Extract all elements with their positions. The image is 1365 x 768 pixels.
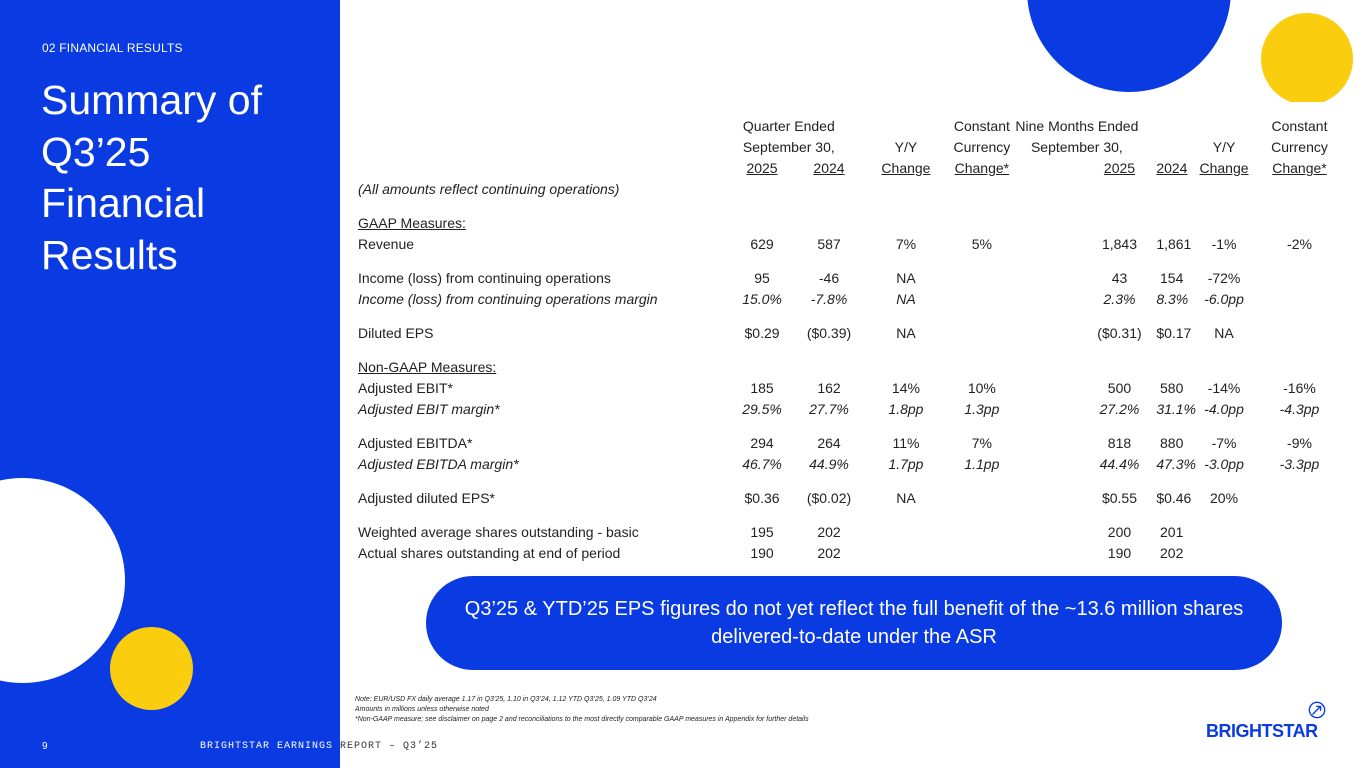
cell-q25: 185 <box>750 380 774 396</box>
cell-ncc: -16% <box>1283 380 1316 396</box>
quarter-header-line2: September 30, <box>742 139 835 155</box>
eps-callout-banner <box>426 576 1282 670</box>
table-row <box>358 399 1338 420</box>
cell-qyy <box>861 522 951 543</box>
cell-qyy: 14% <box>891 380 920 396</box>
cell-qyy: 1.8pp <box>888 401 924 417</box>
cell-n25: 190 <box>1107 545 1132 561</box>
cell-nyy: 20% <box>1210 490 1239 506</box>
decorative-blue-circle <box>1027 0 1231 92</box>
cc-header-line1-q: Constant <box>953 118 1010 134</box>
cell-q25: 95 <box>754 270 770 286</box>
cc-header-line2-q: Currency <box>953 139 1011 155</box>
table-row <box>358 488 1338 509</box>
cell-ncc <box>1261 289 1338 310</box>
cell-n24: 8.3% <box>1156 291 1189 307</box>
nine-months-header-line1: Nine Months Ended <box>1015 118 1139 134</box>
continuing-ops-note: (All amounts reflect continuing operations) <box>358 181 620 197</box>
cell-q24: 202 <box>817 524 841 540</box>
cell-q24: ($0.39) <box>806 325 852 341</box>
row-label: Income (loss) from continuing operations margin <box>358 291 658 307</box>
cell-q25: $0.36 <box>744 490 780 506</box>
table-row <box>358 378 1338 399</box>
cell-qyy: NA <box>896 490 916 506</box>
cell-ncc <box>1261 488 1338 509</box>
year-2025-header-q: 2025 <box>746 160 778 176</box>
cell-nyy: -7% <box>1211 435 1237 451</box>
cell-nyy <box>1187 522 1261 543</box>
quarter-header-line1: Quarter Ended <box>742 118 835 134</box>
cell-nyy: -14% <box>1207 380 1241 396</box>
page-number: 9 <box>42 741 48 752</box>
cell-qcc <box>951 543 1013 564</box>
cell-q25: 294 <box>750 435 774 451</box>
cell-n25: 500 <box>1107 380 1132 396</box>
footnote-units: Amounts in millions unless otherwise noted <box>355 706 489 713</box>
cell-nyy: -6.0pp <box>1204 291 1244 307</box>
cell-q24: 162 <box>817 380 841 396</box>
sidebar <box>0 0 340 768</box>
cell-q25: 46.7% <box>742 456 782 472</box>
yy-header-line2-q: Change <box>881 160 931 176</box>
cc-header-line1-n: Constant <box>1271 118 1328 134</box>
financial-summary-table <box>358 116 1338 564</box>
nine-months-header-line2: September 30, <box>1030 139 1123 155</box>
cell-q24: -7.8% <box>810 291 848 307</box>
decorative-white-circle <box>0 478 125 683</box>
cc-header-line3-q: Change* <box>954 160 1010 176</box>
cell-q25: $0.29 <box>744 325 780 341</box>
gaap-section-heading: GAAP Measures: <box>358 215 466 231</box>
footer-text-part-a: BRIGHTSTAR EARNINGS <box>200 741 341 752</box>
cell-n25: 2.3% <box>1103 291 1136 307</box>
row-label: Adjusted EBITDA* <box>358 435 473 451</box>
row-label: Adjusted diluted EPS* <box>358 490 495 506</box>
cell-qcc <box>951 488 1013 509</box>
row-label: Weighted average shares outstanding - basic <box>358 524 639 540</box>
table-row <box>358 522 1338 543</box>
cell-n24: 31.1% <box>1156 401 1197 417</box>
cell-n25: 44.4% <box>1099 456 1140 472</box>
cell-qcc <box>951 323 1013 344</box>
cell-ncc <box>1261 323 1338 344</box>
cell-nyy: -1% <box>1211 236 1237 252</box>
cell-qyy: NA <box>896 291 916 307</box>
cell-q24: 27.7% <box>809 401 849 417</box>
cc-header-line3-n: Change* <box>1272 160 1327 176</box>
row-label: Adjusted EBITDA margin* <box>358 456 519 472</box>
cell-n24: $0.17 <box>1156 325 1192 341</box>
cell-qyy: NA <box>896 270 916 286</box>
footnote-non-gaap: *Non-GAAP measure; see disclaimer on page 2 and reconciliations to the most directly comparable GAAP measures in Appendix for further details <box>355 716 809 723</box>
cell-qyy: 11% <box>892 435 920 451</box>
cell-q24: ($0.02) <box>806 490 852 506</box>
yy-header-line1-n: Y/Y <box>1212 139 1236 155</box>
cell-q25: 190 <box>750 545 774 561</box>
cell-qcc: 7% <box>971 435 992 451</box>
footnote-fx: Note: EUR/USD FX daily average 1.17 in Q3’25, 1.10 in Q3’24, 1.12 YTD Q3’25, 1.09 YTD Q3’24 <box>355 696 657 703</box>
logo-wordmark: BRIGHTSTAR <box>1206 721 1318 741</box>
cell-ncc <box>1261 543 1338 564</box>
cell-q25: 195 <box>750 524 774 540</box>
section-label: 02 FINANCIAL RESULTS <box>42 41 183 55</box>
yy-header-line2-n: Change <box>1199 160 1249 176</box>
cell-ncc: -3.3pp <box>1279 456 1320 472</box>
cell-n25: 200 <box>1107 524 1132 540</box>
table-row <box>358 234 1338 255</box>
cell-q25: 15.0% <box>742 291 782 307</box>
page-title: Summary of Q3’25 Financial Results <box>41 77 262 278</box>
row-label: Adjusted EBIT* <box>358 380 453 396</box>
year-2024-header-n: 2024 <box>1156 160 1188 176</box>
cell-q25: 29.5% <box>742 401 782 417</box>
cell-qyy: 7% <box>895 236 917 252</box>
cell-qcc: 10% <box>967 380 996 396</box>
cell-n25: 43 <box>1111 270 1128 286</box>
table-row <box>358 543 1338 564</box>
cell-q24: 202 <box>817 545 841 561</box>
cell-n24: 1,861 <box>1156 236 1192 252</box>
cell-n25: 27.2% <box>1099 401 1140 417</box>
cell-n24: 880 <box>1160 435 1184 451</box>
table-row <box>358 268 1338 289</box>
callout-text: Q3’25 & YTD’25 EPS figures do not yet reflect the full benefit of the ~13.6 million shares delivered-to-date under the ASR <box>464 598 1244 648</box>
table-row <box>358 289 1338 310</box>
brightstar-logo <box>1206 701 1336 741</box>
row-label: Diluted EPS <box>358 325 434 341</box>
cell-q25: 629 <box>750 236 774 252</box>
cell-nyy: -72% <box>1207 270 1241 286</box>
cell-nyy: -4.0pp <box>1204 401 1244 417</box>
cc-header-line2-n: Currency <box>1271 139 1328 155</box>
year-2024-header-q: 2024 <box>813 160 845 176</box>
cell-n25: ($0.31) <box>1097 325 1142 341</box>
cell-qcc: 1.1pp <box>964 456 1000 472</box>
decorative-yellow-circle-right <box>1261 13 1353 105</box>
cell-n24: 201 <box>1160 524 1184 540</box>
cell-qcc: 5% <box>971 236 992 252</box>
cell-qcc <box>951 289 1013 310</box>
yy-header-line1-q: Y/Y <box>894 139 918 155</box>
cell-n25: 818 <box>1107 435 1132 451</box>
cell-n24: 580 <box>1160 380 1184 396</box>
cell-q24: -46 <box>818 270 840 286</box>
cell-qcc <box>951 268 1013 289</box>
cell-q24: 44.9% <box>809 456 849 472</box>
footer-text-part-b: REPORT – Q3’25 <box>340 741 439 752</box>
cell-q24: 587 <box>817 236 841 252</box>
cell-ncc: -4.3pp <box>1279 401 1320 417</box>
cell-n24: 202 <box>1160 545 1184 561</box>
cell-n25: $0.55 <box>1101 490 1137 506</box>
table-row <box>358 433 1338 454</box>
cell-ncc: -9% <box>1287 435 1312 451</box>
table-row <box>358 323 1338 344</box>
cell-q24: 264 <box>817 435 841 451</box>
cell-n24: 47.3% <box>1156 456 1197 472</box>
row-label: Income (loss) from continuing operations <box>358 270 611 286</box>
decorative-yellow-circle <box>110 627 193 710</box>
cell-n24: $0.46 <box>1156 490 1192 506</box>
cell-nyy: NA <box>1214 325 1234 341</box>
row-label: Adjusted EBIT margin* <box>358 401 500 417</box>
table-row <box>358 454 1338 475</box>
cell-qyy: NA <box>896 325 916 341</box>
cell-nyy <box>1187 543 1261 564</box>
non-gaap-section-heading: Non-GAAP Measures: <box>358 359 497 375</box>
cell-ncc <box>1261 268 1338 289</box>
year-2025-header-n: 2025 <box>1103 160 1136 176</box>
cell-n24: 154 <box>1160 270 1184 286</box>
star-burst-icon <box>1308 701 1326 719</box>
cell-qcc <box>951 522 1013 543</box>
row-label: Actual shares outstanding at end of period <box>358 545 621 561</box>
row-label: Revenue <box>358 236 415 252</box>
cell-ncc: -2% <box>1287 236 1312 252</box>
cell-n25: 1,843 <box>1101 236 1137 252</box>
cell-ncc <box>1261 522 1338 543</box>
cell-qyy: 1.7pp <box>888 456 924 472</box>
footer-report-label <box>200 741 438 752</box>
cell-qyy <box>861 543 951 564</box>
footnotes <box>355 695 809 725</box>
cell-qcc: 1.3pp <box>964 401 1000 417</box>
cell-nyy: -3.0pp <box>1204 456 1244 472</box>
